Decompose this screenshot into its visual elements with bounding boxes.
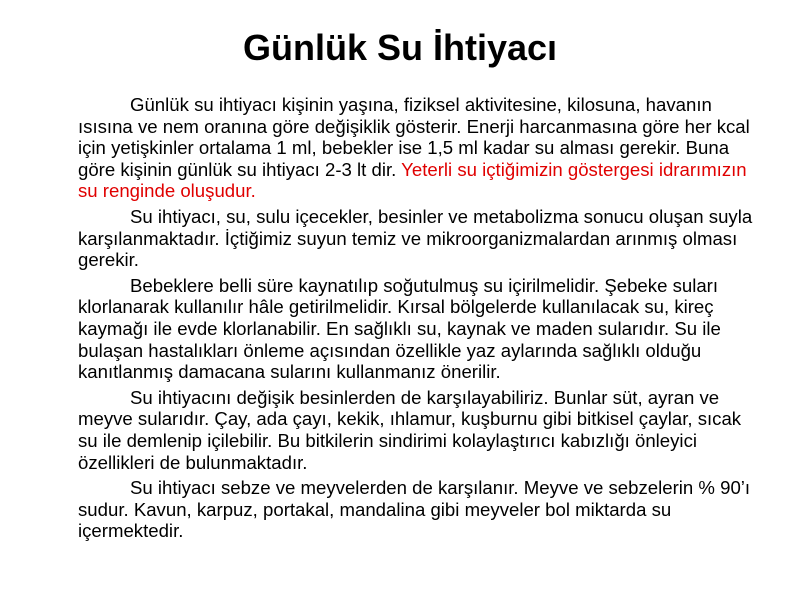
paragraph-infants-water-safety — [78, 275, 754, 383]
paragraph-fruits-vegetables — [78, 477, 754, 542]
paragraph-text: Su ihtiyacı sebze ve meyvelerden de karşılanır. Meyve ve sebzelerin % 90’ı sudur. Kavun, karpuz, portakal, mandalina gibi meyveler bol miktarda su içermektedir. — [78, 477, 751, 542]
paragraph-sources — [78, 206, 754, 271]
slide-title: Günlük Su İhtiyacı — [242, 27, 558, 68]
slide-body — [78, 94, 754, 546]
paragraph-text: Bebeklere belli süre kaynatılıp soğutulmuş su içirilmelidir. Şebeke suları klorlanarak kullanılır hâle getirilmelidir. Kırsal bölgelerde kullanılacak su, kireç kaymağı ile evde klorlanabilir. En sağlıklı su, kaynak ve maden sularıdır. Su ile bulaşan hastalıkları önleme açısından özellikle yaz aylarında sağlıklı olduğu kanıtlanmış damacana sularını kullanmanız önerilir. — [78, 274, 721, 383]
highlighted-statement: Yeterli su içtiğimizin göstergesi idrarımızın su renginde oluşudur. — [78, 158, 747, 202]
paragraph-text: Su ihtiyacı, su, sulu içecekler, besinler ve metabolizma sonucu oluşan suyla karşılanmaktadır. İçtiğimiz suyun temiz ve mikroorganizmalardan arınmış olması gerekir. — [78, 205, 753, 271]
paragraph-text: Su ihtiyacını değişik besinlerden de karşılayabiliriz. Bunlar süt, ayran ve meyve sularıdır. Çay, ada çayı, kekik, ıhlamur, kuşburnu gibi bitkisel çaylar, sıcak su ile demlenip içilebilir. Bu bitkilerin sindirimi kolaylaştırıcı kabızlığı önleyici özellikleri de bulunmaktadır. — [78, 386, 742, 473]
paragraph-beverages — [78, 387, 754, 473]
paragraph-text: Günlük su ihtiyacı kişinin yaşına, fiziksel aktivitesine, kilosuna, havanın ısısına ve nem oranına göre değişiklik gösterir. Enerji harcanmasına göre her kcal için yetişkinler ortalama 1 ml, bebekler ise 1,5 ml kadar su alması gerekir. Buna göre kişinin günlük su ihtiyacı 2-3 lt dir. — [78, 94, 750, 180]
paragraph-daily-need — [78, 94, 754, 202]
